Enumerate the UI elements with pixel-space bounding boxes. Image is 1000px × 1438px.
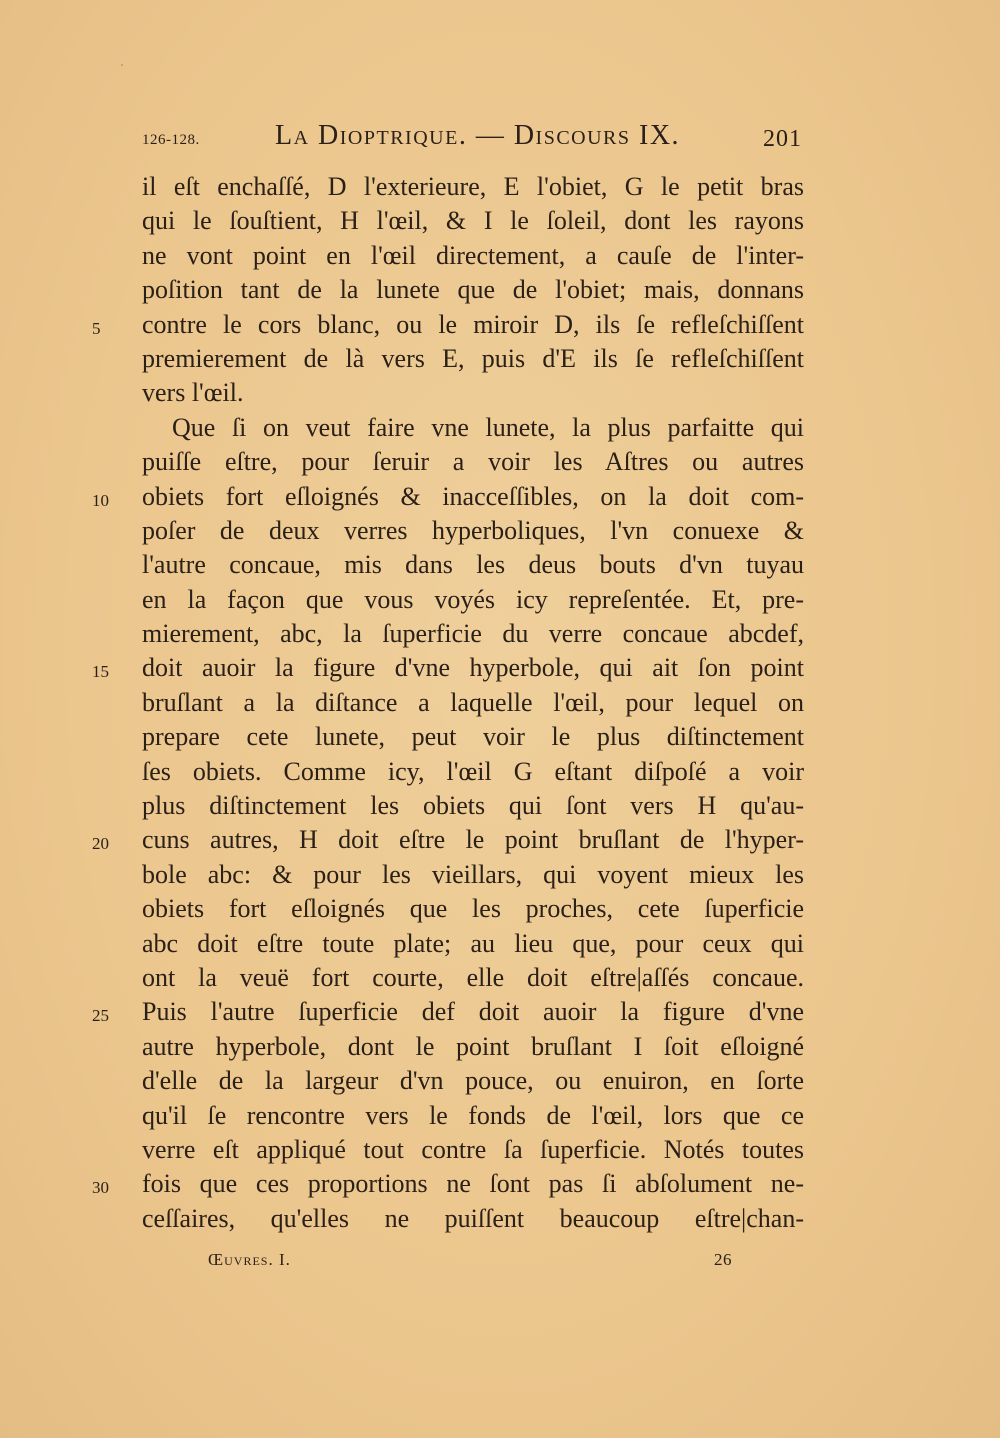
- text-line: [142, 755, 804, 789]
- line-text: vers l'œil.: [142, 378, 244, 408]
- text-line: [142, 514, 804, 548]
- line-text: obiets fort eſloignés que les proches, cete ſuperficie: [142, 894, 804, 924]
- line-number: 15: [92, 662, 109, 682]
- line-text: ceſſaires, qu'elles ne puiſſent beaucoup eſtre|chan-: [142, 1203, 804, 1233]
- line-text: fois que ces proportions ne ſont pas ſi abſolument ne-: [142, 1169, 804, 1199]
- line-text: poſition tant de la lunete que de l'obiet; mais, donnans: [142, 275, 804, 305]
- text-line: [142, 789, 804, 823]
- line-text: ont la veuë fort courte, elle doit eſtre|aſſés concaue.: [142, 962, 804, 992]
- text-line: [142, 858, 804, 892]
- line-text: d'elle de la largeur d'vn pouce, ou enuiron, en ſorte: [142, 1066, 804, 1096]
- line-text: autre hyperbole, dont le point bruſlant I ſoit eſloigné: [142, 1031, 804, 1061]
- line-text: prepare cete lunete, peut voir le plus diſtinctement: [142, 722, 804, 752]
- text-line: [142, 686, 804, 720]
- text-line: [92, 823, 804, 857]
- line-text: doit auoir la figure d'vne hyperbole, qui ait ſon point: [142, 653, 804, 683]
- line-text: poſer de deux verres hyperboliques, l'vn conuexe &: [142, 515, 804, 545]
- page-footer: [208, 1250, 732, 1280]
- text-line: [92, 995, 804, 1029]
- line-text: cuns autres, H doit eſtre le point bruſlant de l'hyper-: [142, 825, 804, 855]
- line-text: en la façon que vous voyés icy repreſentée. Et, pre-: [142, 584, 804, 614]
- text-line: [142, 1133, 804, 1167]
- running-title: La Dioptrique. — Discours IX.: [275, 120, 681, 151]
- line-text: l'autre concaue, mis dans les deus bouts d'vn tuyau: [142, 550, 804, 580]
- page-reference: 126-128.: [142, 132, 200, 148]
- line-text: bole abc: & pour les vieillars, qui voyent mieux les: [142, 859, 804, 889]
- footer-signature-title: Œuvres. I.: [208, 1250, 291, 1269]
- line-text: qu'il ſe rencontre vers le fonds de l'œil, lors que ce: [142, 1100, 804, 1130]
- line-text: obiets fort eſloignés & inacceſſibles, on la doit com-: [142, 481, 804, 511]
- line-text: Que ſi on veut faire vne lunete, la plus parfaitte qui: [172, 412, 804, 442]
- text-line: [142, 376, 804, 410]
- running-head: [142, 120, 802, 160]
- page-number: 201: [763, 126, 802, 152]
- text-line: [142, 445, 804, 479]
- line-text: qui le ſouſtient, H l'œil, & I le ſoleil, dont les rayons: [142, 206, 804, 236]
- paper-speck: [121, 64, 123, 66]
- text-line: [142, 342, 804, 376]
- line-number: 25: [92, 1006, 109, 1026]
- line-text: Puis l'autre ſuperficie def doit auoir la figure d'vne: [142, 997, 804, 1027]
- line-text: mierement, abc, la ſuperficie du verre concaue abcdef,: [142, 619, 804, 649]
- text-line: [142, 411, 804, 445]
- text-line: [142, 927, 804, 961]
- text-line: [142, 961, 804, 995]
- text-line: [142, 720, 804, 754]
- text-line: [92, 651, 804, 685]
- text-line: [142, 583, 804, 617]
- text-line: [142, 170, 804, 204]
- text-line: [142, 239, 804, 273]
- line-text: il eſt enchaſſé, D l'exterieure, E l'obiet, G le petit bras: [142, 172, 804, 201]
- line-text: verre eſt appliqué tout contre ſa ſuperficie. Notés toutes: [142, 1134, 804, 1164]
- text-line: [142, 617, 804, 651]
- text-line: [142, 1030, 804, 1064]
- text-line: [92, 1167, 804, 1201]
- text-line: [142, 1064, 804, 1098]
- line-number: 30: [92, 1178, 109, 1198]
- line-text: ſes obiets. Comme icy, l'œil G eſtant diſpoſé a voir: [142, 756, 804, 786]
- line-text: puiſſe eſtre, pour ſeruir a voir les Aſtres ou autres: [142, 447, 804, 477]
- line-number: 20: [92, 834, 109, 854]
- text-line: [142, 273, 804, 307]
- footer-signature-number: 26: [714, 1250, 732, 1269]
- line-text: contre le cors blanc, ou le miroir D, ils ſe refleſchiſſent: [142, 309, 804, 339]
- line-number: 10: [92, 490, 109, 510]
- text-line: [142, 204, 804, 238]
- text-line: [142, 892, 804, 926]
- text-line: [92, 308, 804, 342]
- text-line: [142, 1202, 804, 1236]
- text-line: [142, 548, 804, 582]
- line-number: 5: [92, 318, 101, 338]
- line-text: ne vont point en l'œil directement, a cauſe de l'inter-: [142, 240, 804, 270]
- text-line: [92, 480, 804, 514]
- line-text: plus diſtinctement les obiets qui ſont vers H qu'au-: [142, 791, 804, 821]
- line-text: premierement de là vers E, puis d'E ils ſe refleſchiſſent: [142, 343, 804, 373]
- line-text: bruſlant a la diſtance a laquelle l'œil, pour lequel on: [142, 687, 804, 717]
- body-text: [92, 170, 804, 1236]
- line-text: abc doit eſtre toute plate; au lieu que, pour ceux qui: [142, 928, 804, 958]
- text-line: [142, 1099, 804, 1133]
